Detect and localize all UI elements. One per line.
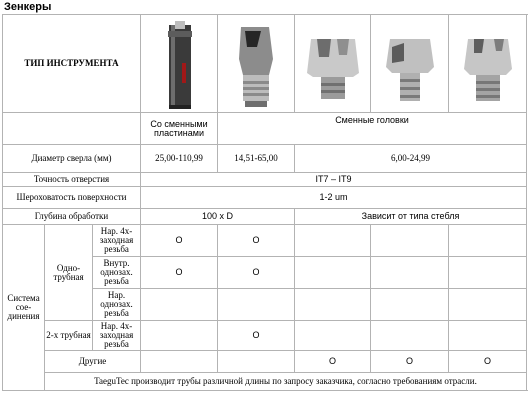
head-c-icon — [458, 17, 518, 111]
spec-table — [2, 14, 527, 391]
tool-type-label: ТИП ИНСТРУМЕНТА — [3, 15, 141, 113]
mark-r1-c2: O — [218, 225, 295, 257]
mark-r2-c1: O — [141, 257, 218, 289]
head-b-image — [371, 15, 449, 113]
depth-label: Глубина обработки — [3, 209, 141, 225]
mark-r5-c4: O — [371, 351, 449, 373]
hole-accuracy-value: IT7 – IT9 — [141, 173, 527, 187]
mark-r4-c2: O — [218, 321, 295, 351]
drill-diameter-col2: 14,51-65,00 — [218, 145, 295, 173]
tool-head-image — [218, 15, 295, 113]
tool-inserts-image — [141, 15, 218, 113]
mark-r5-c5: O — [449, 351, 527, 373]
system-label: Система сое-динения — [3, 225, 45, 391]
single-tube-label: Одно-трубная — [45, 225, 93, 321]
other-label: Другие — [45, 351, 141, 373]
hole-accuracy-label: Точность отверстия — [3, 173, 141, 187]
depth-value-right: Зависит от типа стебля — [295, 209, 527, 225]
drill-diameter-label: Диаметр сверла (мм) — [3, 145, 141, 173]
head-a-icon — [303, 17, 363, 111]
head-c-image — [449, 15, 527, 113]
ext-1-thread-label: Нар. однозах. резьба — [93, 289, 141, 321]
drill-diameter-inserts: 25,00-110,99 — [141, 145, 218, 173]
drill-diameter-heads: 6,00-24,99 — [295, 145, 527, 173]
col-replaceable-inserts: Со сменными пластинами — [141, 113, 218, 145]
int-1-thread-label: Внутр. однозах. резьба — [93, 257, 141, 289]
ext-4-thread-label: Нар. 4х-заходная резьба — [93, 225, 141, 257]
tool-inserts-icon — [159, 17, 199, 111]
depth-value-left: 100 x D — [141, 209, 295, 225]
double-tube-label: 2-х трубная — [45, 321, 93, 351]
surface-roughness-label: Шероховатость поверхности — [3, 187, 141, 209]
tool-head-icon — [235, 17, 277, 111]
mark-r1-c1: O — [141, 225, 218, 257]
mark-r5-c3: O — [295, 351, 371, 373]
col-replaceable-heads: Сменные головки — [218, 113, 527, 145]
head-a-image — [295, 15, 371, 113]
page-title: Зенкеры — [4, 1, 52, 13]
surface-roughness-value: 1-2 um — [141, 187, 527, 209]
ext-4-thread-2-label: Нар. 4х-заходная резьба — [93, 321, 141, 351]
footer-note: TaeguTec производит трубы различной длины по запросу заказчика, согласно требованиям отрасли. — [45, 373, 527, 391]
head-b-icon — [380, 17, 440, 111]
mark-r2-c2: O — [218, 257, 295, 289]
